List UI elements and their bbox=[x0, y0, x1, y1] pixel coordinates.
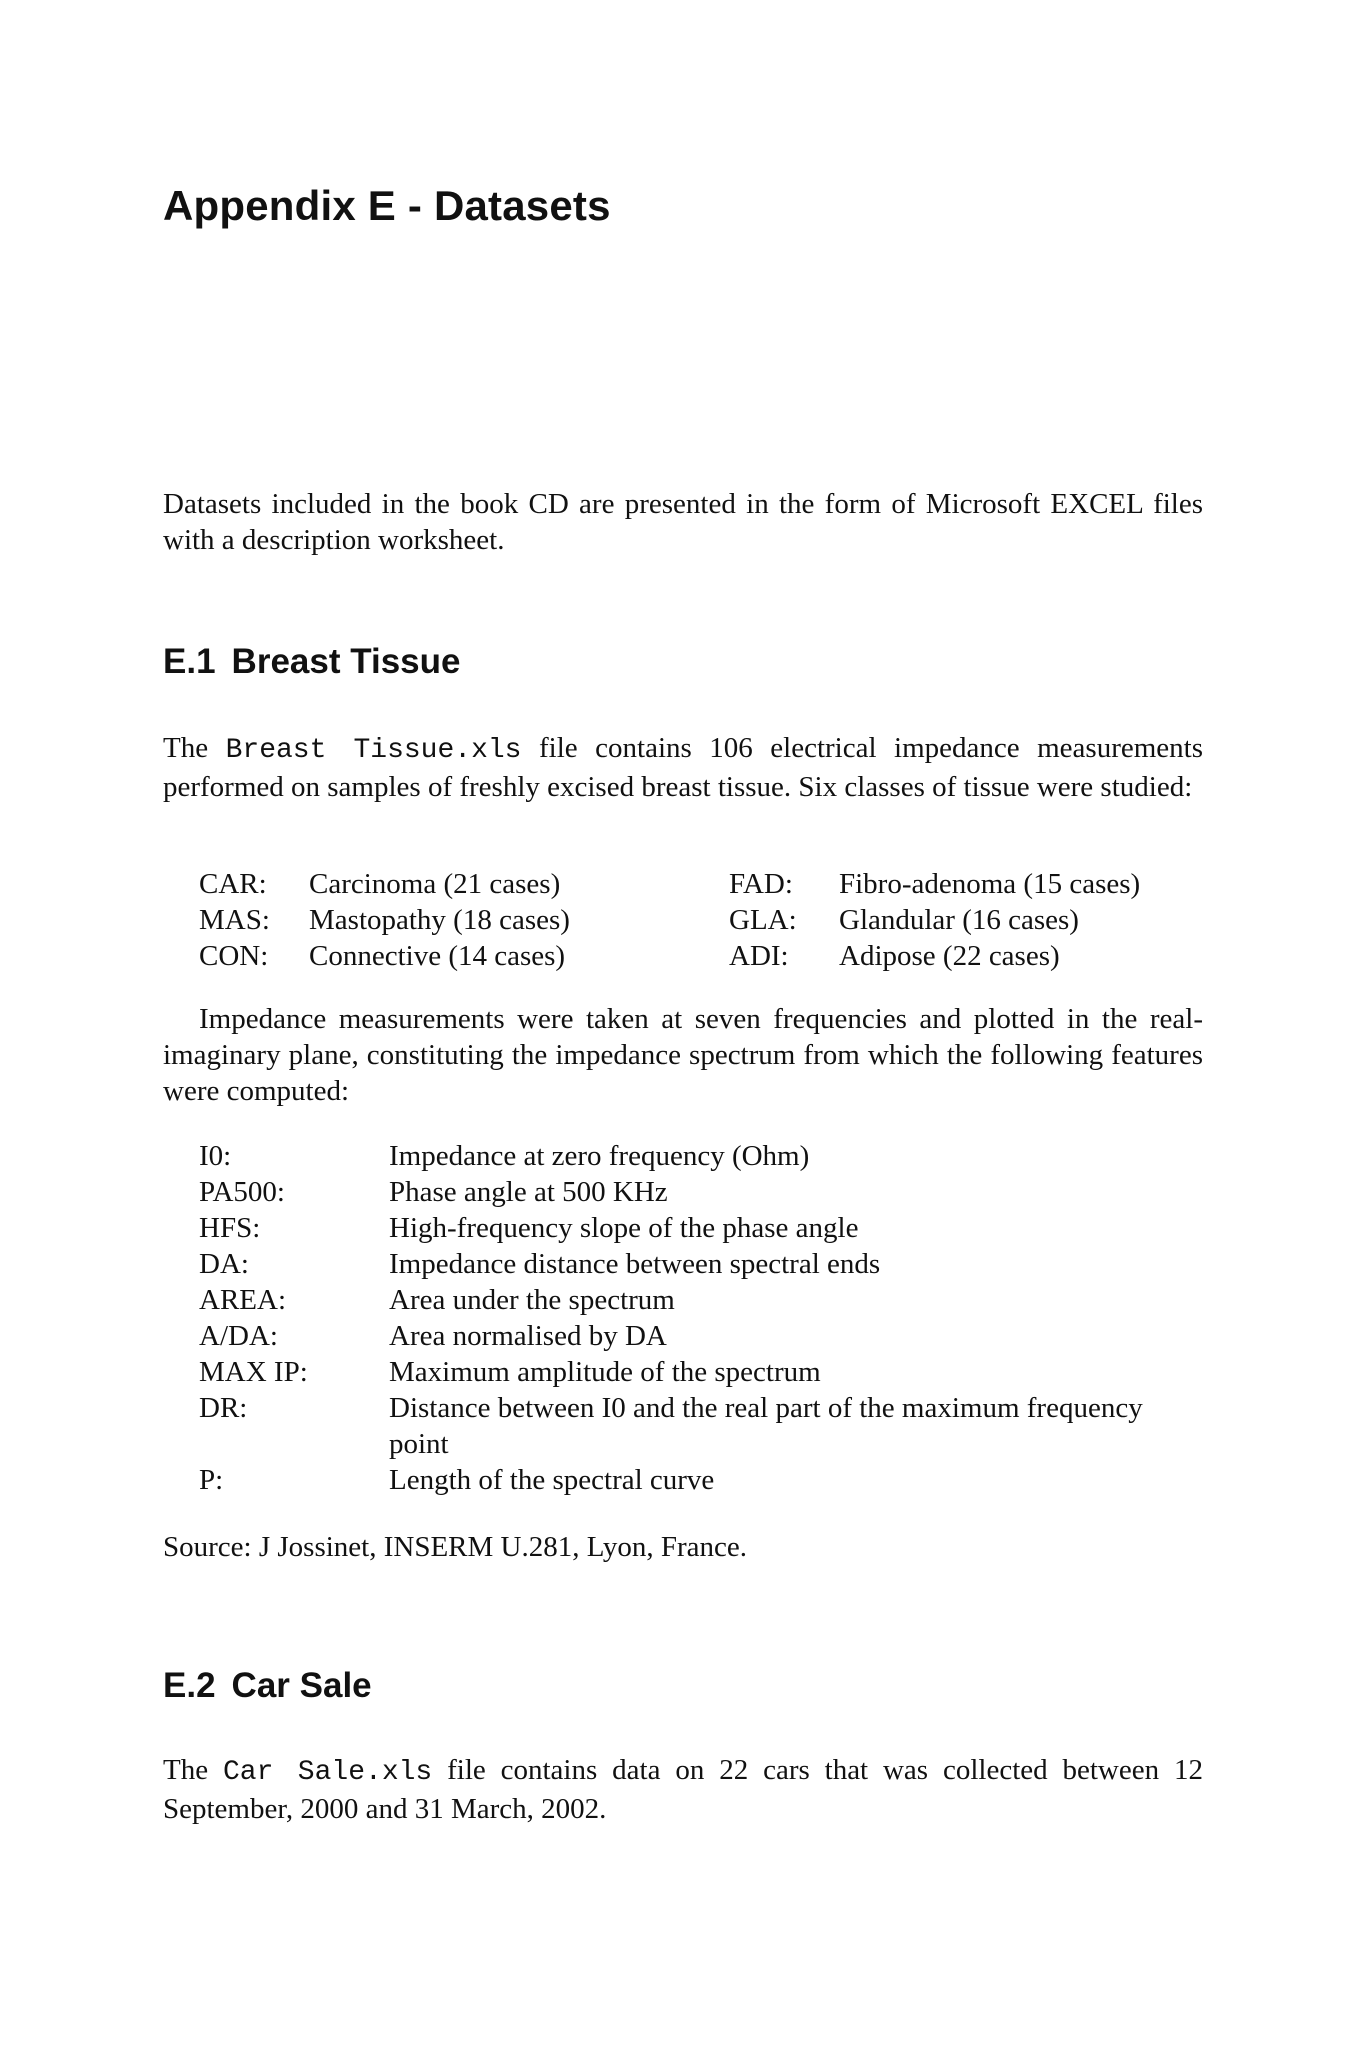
section-e2-title: Car Sale bbox=[231, 1666, 372, 1705]
class-description: Connective (14 cases) bbox=[309, 940, 566, 972]
paragraph-rest: file contains 106 electrical impedance measurements performed on samples of freshly excised breast tissue. Six classes of tissue were studied: bbox=[163, 732, 1203, 803]
tissue-class-row bbox=[199, 938, 1203, 974]
paragraph-lead: The bbox=[163, 1754, 209, 1786]
feature-row bbox=[199, 1210, 1203, 1246]
intro-paragraph-block bbox=[163, 486, 1203, 558]
class-description: Fibro-adenoma (15 cases) bbox=[839, 868, 1141, 900]
class-code: ADI: bbox=[729, 940, 789, 972]
section-e1-title: Breast Tissue bbox=[231, 642, 461, 681]
class-description: Glandular (16 cases) bbox=[839, 904, 1079, 936]
feature-code: A/DA: bbox=[199, 1320, 278, 1352]
class-code: GLA: bbox=[729, 904, 797, 936]
tissue-classes-list bbox=[199, 866, 1203, 974]
paragraph-lead: The bbox=[163, 732, 209, 764]
feature-row bbox=[199, 1174, 1203, 1210]
class-description: Mastopathy (18 cases) bbox=[309, 904, 570, 936]
section-e1-paragraph-1 bbox=[163, 730, 1203, 805]
feature-row bbox=[199, 1462, 1203, 1498]
section-e1-paragraph-1-block bbox=[163, 730, 1203, 805]
section-e1-number: E.1 bbox=[163, 642, 216, 681]
breast-tissue-filename: Breast Tissue.xls bbox=[225, 735, 522, 766]
section-e1-paragraph-2: Impedance measurements were taken at seven frequencies and plotted in the real-imaginary plane, constituting the impedance spectrum from which the following features were computed: bbox=[163, 1003, 1203, 1107]
tissue-class-row bbox=[199, 902, 1203, 938]
feature-code: PA500: bbox=[199, 1176, 285, 1208]
section-e1-paragraph-2-block bbox=[163, 1001, 1203, 1109]
class-code: FAD: bbox=[729, 868, 793, 900]
section-e1-heading-block bbox=[163, 642, 1203, 682]
feature-description: Maximum amplitude of the spectrum bbox=[389, 1356, 821, 1388]
features-list bbox=[199, 1138, 1203, 1498]
feature-code: I0: bbox=[199, 1140, 232, 1172]
feature-row bbox=[199, 1282, 1203, 1318]
section-e2-heading bbox=[163, 1666, 1203, 1706]
paragraph-rest: file contains data on 22 cars that was collected between 12 September, 2000 and 31 March, 2002. bbox=[163, 1754, 1203, 1825]
class-code: CAR: bbox=[199, 868, 267, 900]
tissue-class-row bbox=[199, 866, 1203, 902]
feature-code: MAX IP: bbox=[199, 1356, 308, 1388]
section-e2-heading-block bbox=[163, 1666, 1203, 1706]
class-code: MAS: bbox=[199, 904, 270, 936]
car-sale-filename: Car Sale.xls bbox=[222, 1757, 433, 1788]
feature-code: DA: bbox=[199, 1248, 249, 1280]
appendix-title: Appendix E - Datasets bbox=[163, 182, 611, 229]
section-e1-source: Source: J Jossinet, INSERM U.281, Lyon, France. bbox=[163, 1531, 747, 1563]
class-description: Carcinoma (21 cases) bbox=[309, 868, 561, 900]
feature-description: Impedance distance between spectral ends bbox=[389, 1248, 881, 1280]
feature-description: Impedance at zero frequency (Ohm) bbox=[389, 1140, 810, 1172]
feature-description: Phase angle at 500 KHz bbox=[389, 1176, 668, 1208]
feature-row bbox=[199, 1354, 1203, 1390]
feature-description: Area normalised by DA bbox=[389, 1320, 667, 1352]
class-description: Adipose (22 cases) bbox=[839, 940, 1060, 972]
feature-description: Area under the spectrum bbox=[389, 1284, 675, 1316]
feature-row bbox=[199, 1138, 1203, 1174]
class-code: CON: bbox=[199, 940, 269, 972]
feature-code: HFS: bbox=[199, 1212, 261, 1244]
feature-description: High-frequency slope of the phase angle bbox=[389, 1212, 859, 1244]
section-e2-paragraph-1-block bbox=[163, 1752, 1203, 1827]
section-e1-heading bbox=[163, 642, 1203, 682]
feature-description: Length of the spectral curve bbox=[389, 1464, 715, 1496]
feature-description: Distance between I0 and the real part of the maximum frequency point bbox=[389, 1392, 1143, 1460]
feature-code: AREA: bbox=[199, 1284, 286, 1316]
feature-code: P: bbox=[199, 1464, 224, 1496]
feature-row bbox=[199, 1390, 1203, 1462]
feature-code: DR: bbox=[199, 1392, 248, 1424]
section-e2-paragraph-1 bbox=[163, 1752, 1203, 1827]
feature-row bbox=[199, 1246, 1203, 1282]
section-e2-number: E.2 bbox=[163, 1666, 216, 1705]
intro-paragraph: Datasets included in the book CD are presented in the form of Microsoft EXCEL files with a description worksheet. bbox=[163, 488, 1203, 556]
feature-row bbox=[199, 1318, 1203, 1354]
section-e1-source-block bbox=[163, 1529, 1203, 1565]
